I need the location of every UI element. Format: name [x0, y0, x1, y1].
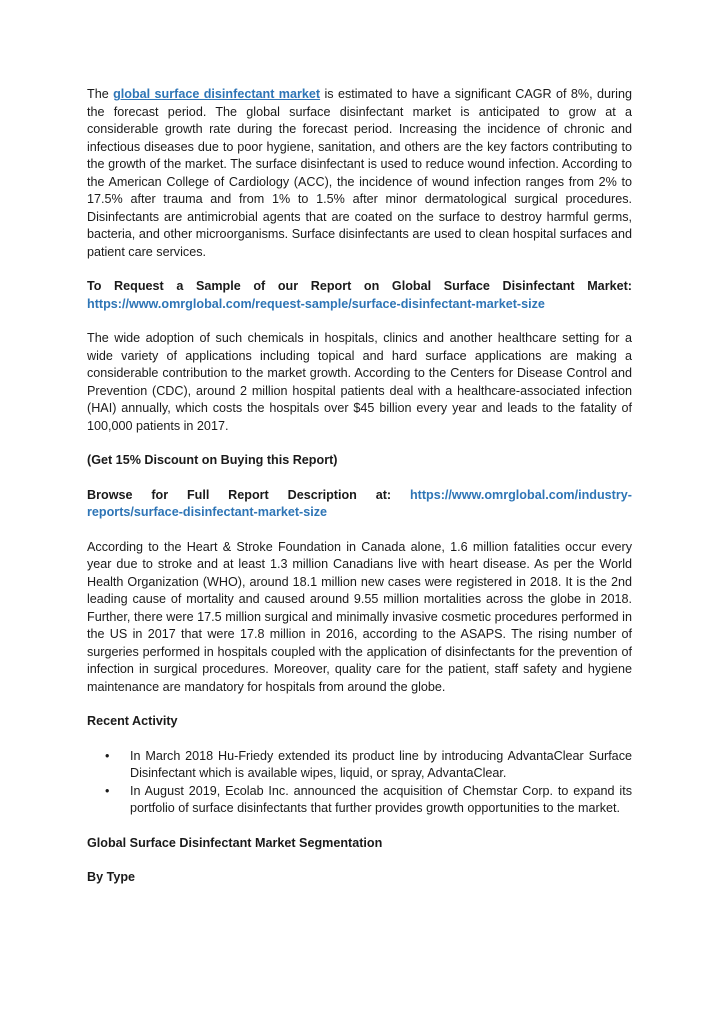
- list-item: [87, 783, 632, 818]
- list-item: [87, 748, 632, 783]
- by-type-heading: By Type: [87, 870, 136, 884]
- intro-text-before: The: [87, 87, 114, 101]
- sample-request-label: To Request a Sample of our Report on Global Surface Disinfectant Market:: [87, 279, 632, 293]
- list-item-text: In March 2018 Hu-Friedy extended its product line by introducing AdvantaClear Surface Disinfectant which is available wipes, liquid, or spray, AdvantaClear.: [130, 748, 632, 780]
- bullet-icon: •: [105, 748, 110, 763]
- browse-line-2: [87, 504, 632, 522]
- discount-heading: (Get 15% Discount on Buying this Report): [87, 453, 338, 467]
- browse-word: Full: [186, 487, 210, 502]
- adoption-paragraph: The wide adoption of such chemicals in hospitals, clinics and another healthcare setting for a wide variety of applications including topical and hard surface applications are making a considerable contribution to the market growth. According to the Centers for Disease Control and Prevention (CDC), around 2 million hospital patients deal with a healthcare-associated infection (HAI) annually, which costs the hospitals over $45 billion every year and leads to the fatality of 100,000 patients in 2017.: [87, 331, 632, 433]
- browse-word: Description: [287, 487, 357, 502]
- sample-request-link[interactable]: https://www.omrglobal.com/request-sample/surface-disinfectant-market-size: [87, 296, 545, 311]
- segmentation-heading: Global Surface Disinfectant Market Segmentation: [87, 835, 383, 850]
- browse-word: at:: [375, 487, 392, 502]
- recent-activity-list: [87, 748, 632, 818]
- browse-word: Report: [228, 487, 269, 502]
- browse-word: Browse: [87, 487, 133, 502]
- recent-activity-heading: Recent Activity: [87, 714, 178, 728]
- report-link-part2[interactable]: reports/surface-disinfectant-market-size: [87, 505, 328, 519]
- list-item-text: In August 2019, Ecolab Inc. announced the acquisition of Chemstar Corp. to expand its portfolio of surface disinfectants that further provides growth opportunities to the market.: [130, 783, 632, 815]
- browse-paragraph: [87, 487, 632, 522]
- report-link-part1[interactable]: https://www.omrglobal.com/industry-: [409, 487, 632, 502]
- market-link[interactable]: global surface disinfectant market: [113, 87, 321, 101]
- document-page: [87, 86, 632, 904]
- bullet-icon: •: [105, 783, 110, 798]
- intro-paragraph: [87, 86, 632, 261]
- statistics-paragraph: According to the Heart & Stroke Foundation in Canada alone, 1.6 million fatalities occur every year due to stroke and at least 1.3 million Canadians live with heart disease. As per the World Health Organization (WHO), around 18.1 million new cases were registered in 2018. It is the 2nd leading cause of mortality and caused around 9.55 million mortalities across the globe in 2018. Further, there were 17.5 million surgical and minimally invasive cosmetic procedures performed in the US in 2017 that were 17.8 million in 2016, according to the ASAPS. The rising number of surgeries performed in hospitals coupled with the application of disinfectants for the prevention of infection in surgical procedures. Moreover, quality care for the patient, staff safety and hygiene maintenance are mandatory for hospitals from around the globe.: [87, 539, 632, 694]
- intro-text-after: is estimated to have a significant CAGR of 8%, during the forecast period. The global surface disinfectant market is anticipated to grow at a considerable growth rate during the forecast period. Increasing the incidence of chronic and infectious diseases due to poor hygiene, sanitation, and others are the key factors contributing to the growth of the market. The surface disinfectant is used to reduce wound infection. According to the American College of Cardiology (ACC), the incidence of wound infection ranges from 2% to 17.5% after trauma and from 1% to 1.5% after minor dermatological surgical procedures. Disinfectants are antimicrobial agents that are coated on the surface to destroy harmful germs, bacteria, and other microorganisms. Surface disinfectants are used to clean hospital surfaces and patient care services.: [87, 87, 632, 259]
- browse-line-1: [87, 487, 632, 505]
- browse-word: for: [151, 487, 169, 502]
- sample-request-paragraph: [87, 278, 632, 313]
